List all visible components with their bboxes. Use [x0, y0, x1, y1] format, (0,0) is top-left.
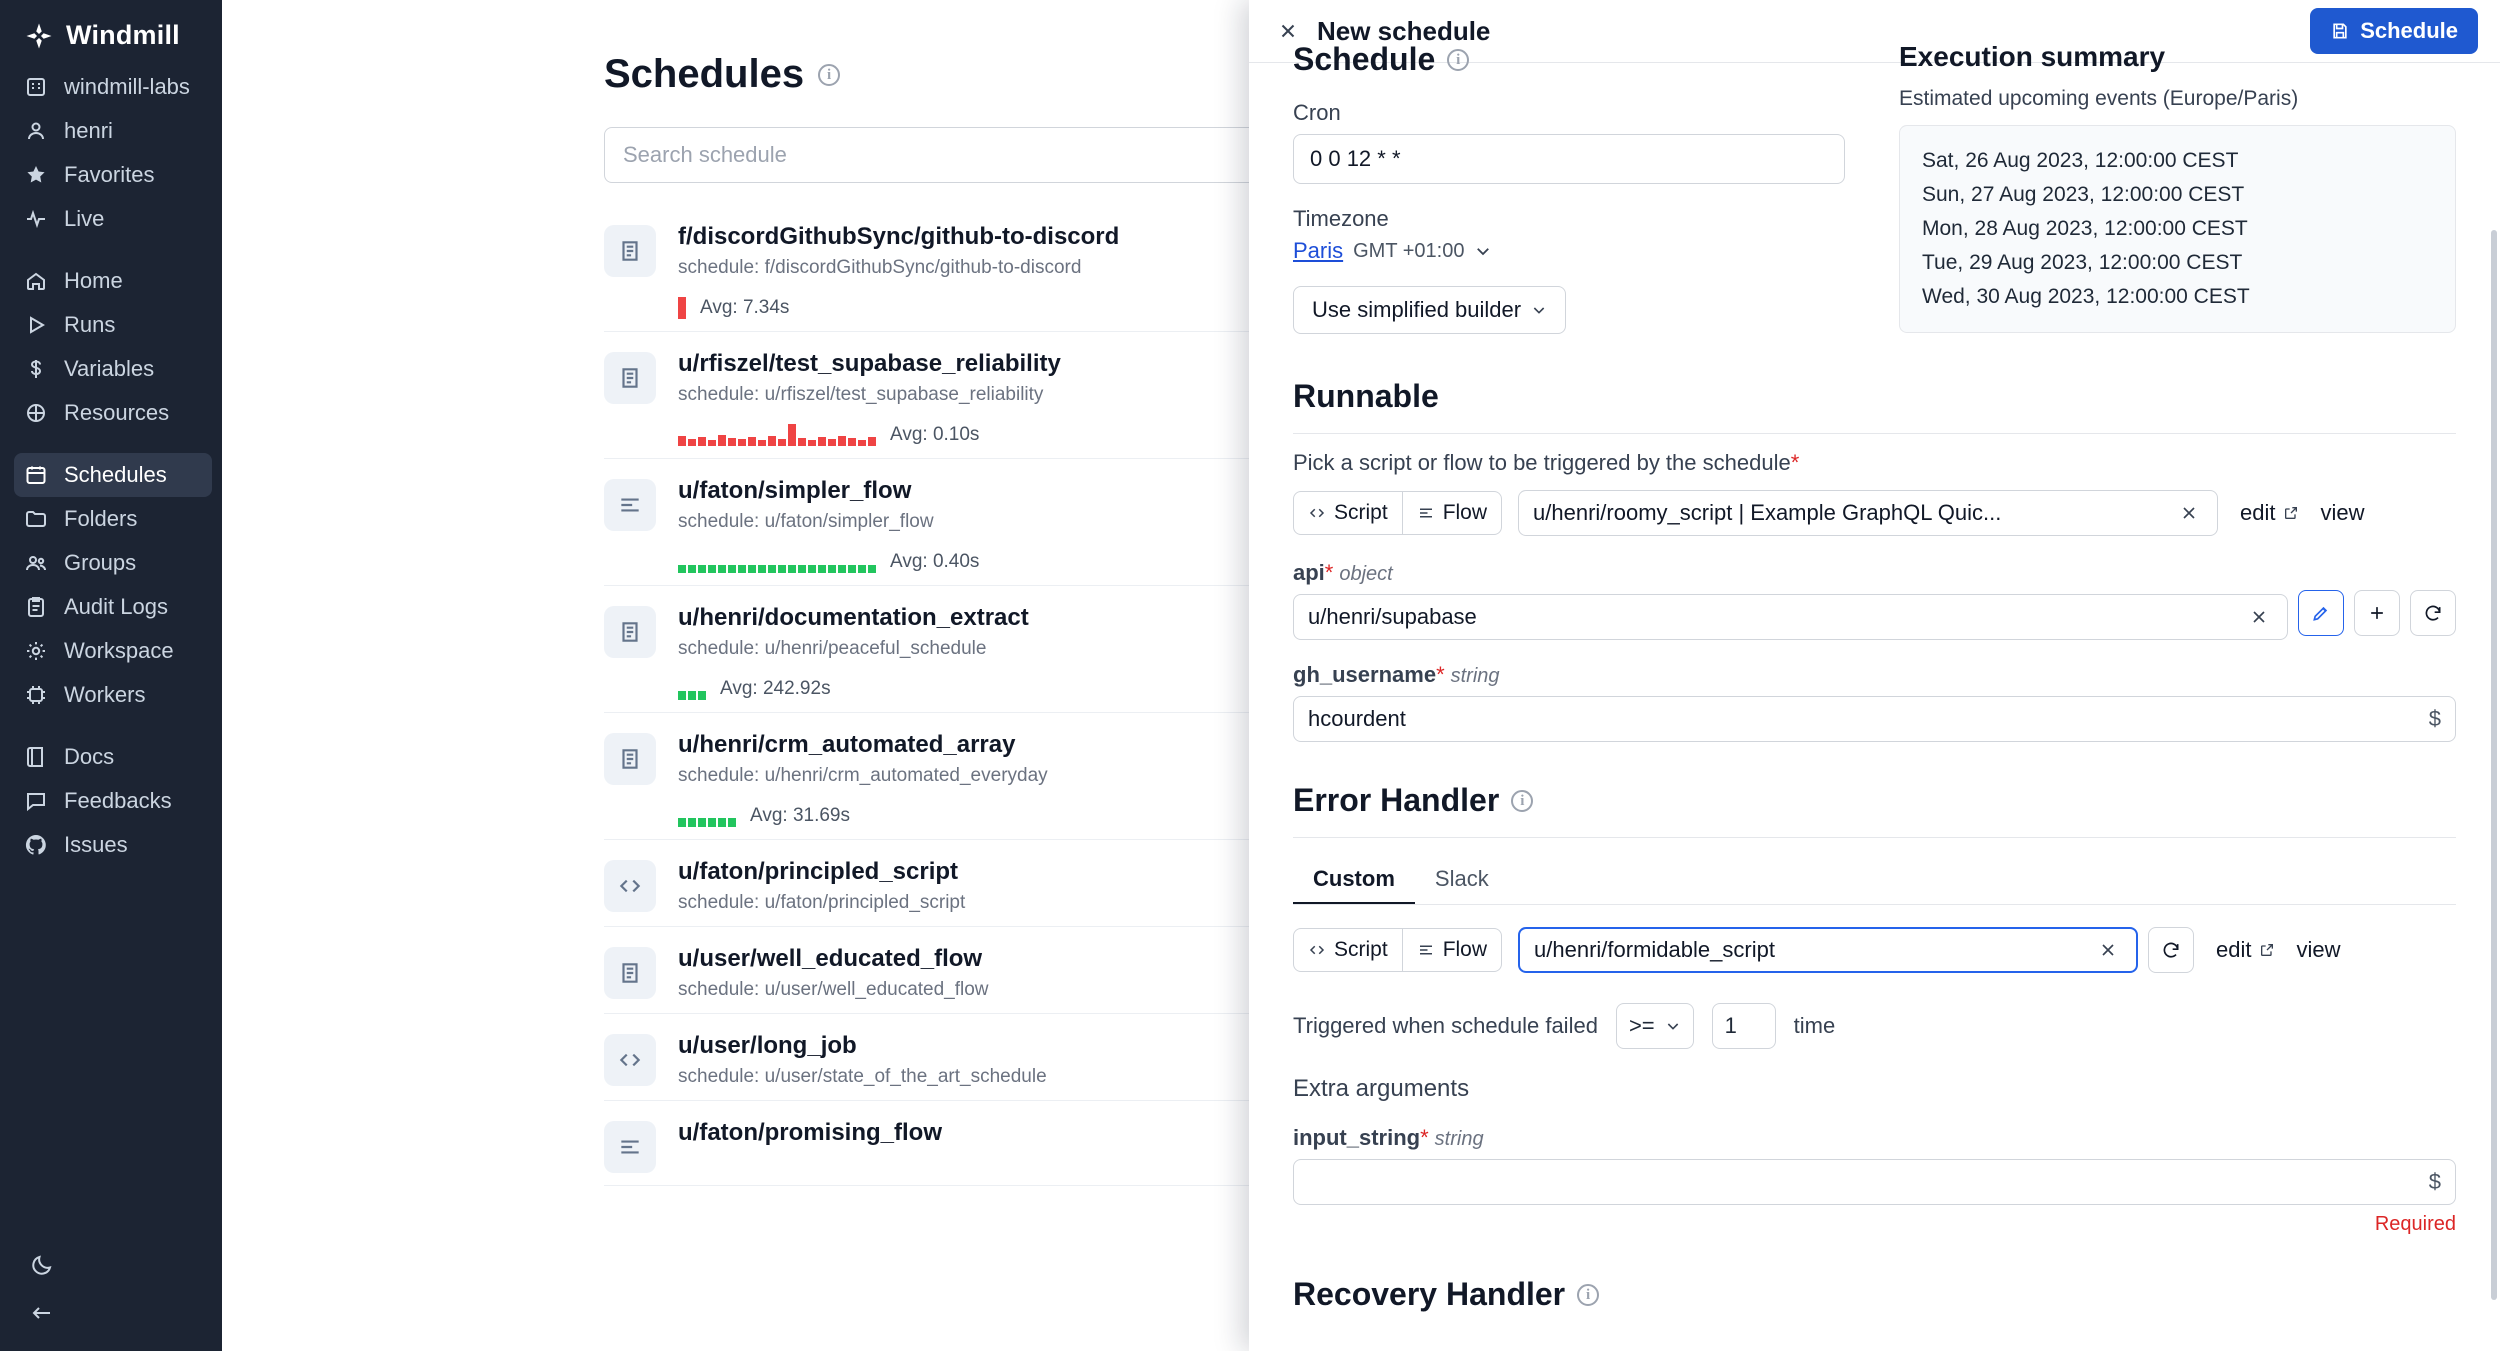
schedule-row-sparkline — [678, 420, 876, 446]
sidebar-item-live[interactable] — [0, 197, 222, 241]
clear-icon[interactable] — [2245, 607, 2273, 627]
sidebar-item-issues[interactable] — [0, 823, 222, 867]
drawer-title: New schedule — [1317, 15, 1491, 46]
error-handler-edit-label: edit — [2216, 937, 2252, 962]
divider — [1293, 837, 2456, 838]
schedule-row-sparkline — [678, 801, 736, 827]
chevron-down-icon — [1665, 1018, 1681, 1034]
moon-icon — [30, 1253, 222, 1277]
schedule-row-subtitle: schedule: u/henri/peaceful_schedule — [678, 638, 987, 659]
arg-type: string — [1434, 1128, 1484, 1150]
schedule-row-subtitle: schedule: u/user/state_of_the_art_schedule — [678, 1066, 1047, 1087]
error-handler-refresh-button[interactable] — [2148, 927, 2194, 973]
brand-name: Windmill — [66, 20, 180, 50]
arg-input[interactable] — [1293, 696, 2456, 742]
sidebar-item-label: Audit Logs — [64, 594, 168, 619]
schedule-row-name: u/user/long_job — [678, 1032, 857, 1059]
message-icon — [24, 789, 48, 813]
puzzle-icon — [24, 401, 48, 425]
sidebar-item-folders[interactable] — [0, 497, 222, 541]
arg-label — [1293, 662, 2456, 688]
clipboard-icon — [24, 595, 48, 619]
arrow-left-icon — [30, 1301, 222, 1325]
schedule-row-subtitle: schedule: u/faton/principled_script — [678, 892, 966, 913]
sidebar-item-favorites[interactable] — [0, 153, 222, 197]
flow-icon — [1417, 941, 1435, 959]
schedule-row-sparkline — [678, 293, 686, 319]
clear-icon[interactable] — [2094, 940, 2122, 960]
runnable-picked-value: u/henri/roomy_script | Example GraphQL Quic... — [1533, 500, 2002, 525]
sidebar-item-label: Runs — [64, 312, 116, 337]
error-handler-view-label: view — [2296, 937, 2341, 962]
cron-label: Cron — [1293, 100, 1341, 125]
arg-edit-button[interactable] — [2298, 590, 2344, 636]
external-link-icon — [2283, 505, 2299, 521]
extra-args — [1293, 1125, 2456, 1236]
simplified-builder-label: Use simplified builder — [1312, 297, 1522, 322]
sidebar-item-label: Live — [64, 206, 105, 231]
windmill-logo-icon — [24, 21, 54, 51]
runnable-script-label: Script — [1334, 501, 1388, 524]
sidebar-item-label: Favorites — [64, 162, 155, 187]
runnable-view-button[interactable] — [2321, 500, 2365, 526]
timezone-select[interactable] — [1293, 238, 1853, 264]
external-link-icon — [2259, 942, 2275, 958]
script-icon — [604, 606, 656, 658]
dollar-icon — [24, 357, 48, 381]
info-icon[interactable]: i — [1577, 1284, 1599, 1306]
cpu-icon — [24, 683, 48, 707]
schedule-row-sparkline — [678, 547, 876, 573]
arg-value: u/henri/supabase — [1308, 604, 1477, 629]
arg-add-button[interactable] — [2354, 590, 2400, 636]
schedule-row-subtitle: schedule: f/discordGithubSync/github-to-discord — [678, 257, 1082, 278]
code-icon — [604, 1034, 656, 1086]
arg-refresh-button[interactable] — [2410, 590, 2456, 636]
sidebar-item-label: Workers — [64, 682, 146, 707]
calendar-icon — [24, 463, 48, 487]
error-handler-tabs — [1293, 856, 2456, 905]
sidebar-item-groups[interactable] — [0, 541, 222, 585]
sidebar-item-label: Home — [64, 268, 123, 293]
execution-event: Mon, 28 Aug 2023, 12:00:00 CEST — [1922, 217, 2248, 241]
simplified-builder-button[interactable] — [1293, 286, 1566, 334]
extra-arguments-label: Extra arguments — [1293, 1075, 1470, 1102]
info-icon[interactable]: i — [1511, 790, 1533, 812]
sidebar-item-variables[interactable] — [0, 347, 222, 391]
gear-icon — [24, 639, 48, 663]
tab-custom[interactable]: Custom — [1293, 856, 1415, 904]
runnable-script-tab[interactable] — [1293, 491, 1403, 535]
divider — [1293, 433, 2456, 434]
arg-input[interactable] — [1293, 594, 2288, 640]
schedule-row-name: u/faton/promising_flow — [678, 1119, 942, 1146]
schedule-row-subtitle: schedule: u/henri/crm_automated_everyday — [678, 765, 1048, 786]
timezone-city: Paris — [1293, 238, 1344, 263]
sidebar-item-label: Docs — [64, 744, 115, 769]
sidebar-item-audit-logs[interactable] — [0, 585, 222, 629]
sidebar-item-home[interactable] — [0, 259, 222, 303]
page-title-text: Schedules — [604, 52, 805, 96]
arg-name: api — [1293, 560, 1325, 585]
schedule-row-name: u/user/well_educated_flow — [678, 945, 983, 972]
drawer-body — [1249, 41, 2500, 1351]
schedule-heading-text: Schedule — [1293, 41, 1436, 77]
runnable-view-label: view — [2320, 500, 2365, 525]
required-star: * — [1436, 662, 1445, 687]
trigger-condition-label: Triggered when schedule failed — [1293, 1013, 1598, 1038]
schedule-submit-label: Schedule — [2360, 18, 2458, 43]
activity-icon — [24, 207, 48, 231]
schedule-row-name: u/faton/simpler_flow — [678, 477, 912, 504]
runnable-flow-label: Flow — [1442, 501, 1488, 524]
trigger-operator-select[interactable] — [1616, 1003, 1694, 1049]
arg-label — [1293, 560, 2456, 586]
new-schedule-drawer — [1249, 0, 2500, 1351]
required-star: * — [1790, 450, 1800, 475]
error-handler-heading-text: Error Handler — [1293, 782, 1500, 818]
sidebar-divider-1 — [0, 241, 222, 259]
book-icon — [24, 745, 48, 769]
schedule-row-name: u/henri/documentation_extract — [678, 604, 1029, 631]
schedule-row-avg: Avg: 242.92s — [720, 678, 831, 699]
schedule-row-name: f/discordGithubSync/github-to-discord — [678, 223, 1120, 250]
folder-icon — [24, 507, 48, 531]
execution-summary-subtitle: Estimated upcoming events (Europe/Paris) — [1899, 87, 2299, 110]
sidebar-item-label: Resources — [64, 400, 170, 425]
script-icon — [604, 947, 656, 999]
home-icon — [24, 269, 48, 293]
collapse-sidebar-button[interactable] — [0, 1287, 222, 1335]
timezone-offset: GMT +01:00 — [1353, 239, 1465, 262]
flow-icon — [1417, 504, 1435, 522]
sidebar-divider-2 — [0, 435, 222, 453]
sidebar-item-user[interactable] — [0, 109, 222, 153]
play-icon — [24, 313, 48, 337]
flow-icon — [604, 479, 656, 531]
error-handler-edit-button[interactable] — [2216, 937, 2274, 963]
schedule-row-avg: Avg: 31.69s — [750, 805, 851, 826]
sidebar-workspace-label: windmill-labs — [64, 74, 190, 99]
sidebar-item-label: Issues — [64, 832, 128, 857]
schedule-row-sparkline — [678, 674, 706, 700]
info-icon[interactable]: i — [818, 64, 840, 86]
code-icon — [1308, 941, 1326, 959]
required-star: * — [1420, 1125, 1429, 1150]
trigger-operator-value: >= — [1628, 1013, 1655, 1038]
star-icon — [24, 163, 48, 187]
code-icon — [604, 860, 656, 912]
code-icon — [1308, 504, 1326, 522]
sidebar-divider-3 — [0, 717, 222, 735]
error-handler-picked-value: u/henri/formidable_script — [1534, 937, 1775, 962]
cron-value: 0 0 12 * * — [1310, 146, 1401, 171]
execution-summary-heading: Execution summary — [1899, 41, 2166, 72]
brand[interactable] — [0, 0, 222, 65]
execution-events-card — [1899, 125, 2456, 333]
arg-input[interactable] — [1293, 1159, 2456, 1205]
error-script-label: Script — [1334, 938, 1388, 961]
error-handler-heading — [1293, 782, 2456, 819]
sidebar-item-label: Groups — [64, 550, 137, 575]
runnable-edit-label: edit — [2240, 500, 2276, 525]
arg-name: gh_username — [1293, 662, 1437, 687]
error-handler-picker-input[interactable] — [1518, 927, 2138, 973]
tab-slack[interactable]: Slack — [1434, 866, 1489, 891]
schedule-row-name: u/henri/crm_automated_array — [678, 731, 1016, 758]
arg-variable-icon[interactable]: $ — [2428, 706, 2441, 731]
sidebar-item-label: Workspace — [64, 638, 174, 663]
sidebar-item-resources[interactable] — [0, 391, 222, 435]
sidebar-item-label: Folders — [64, 506, 138, 531]
search-placeholder: Search schedule — [623, 142, 787, 167]
building-icon — [24, 75, 48, 99]
required-star: * — [1324, 560, 1334, 585]
error-flow-label: Flow — [1442, 938, 1488, 961]
sidebar-item-schedules[interactable] — [14, 453, 212, 497]
theme-toggle-button[interactable] — [0, 1239, 222, 1287]
schedule-row-subtitle: schedule: u/faton/simpler_flow — [678, 511, 934, 532]
script-icon — [604, 352, 656, 404]
recovery-handler-heading-text: Recovery Handler — [1293, 1276, 1566, 1312]
runnable-picker-input[interactable] — [1518, 490, 2218, 536]
arg-name: input_string — [1293, 1125, 1421, 1150]
sidebar — [0, 0, 222, 1351]
trigger-count-unit: time — [1793, 1013, 1836, 1038]
sidebar-item-label: Variables — [64, 356, 155, 381]
sidebar-item-runs[interactable] — [0, 303, 222, 347]
error-handler-view-button[interactable] — [2297, 937, 2341, 963]
execution-event: Sat, 26 Aug 2023, 12:00:00 CEST — [1922, 149, 2239, 172]
schedule-row-subtitle: schedule: u/rfiszel/test_supabase_reliability — [678, 384, 1044, 405]
runnable-args — [1293, 560, 2456, 742]
cron-input[interactable] — [1293, 134, 1845, 184]
schedule-row-avg: Avg: 7.34s — [700, 297, 790, 318]
users-icon — [24, 551, 48, 575]
schedule-row-avg: Avg: 0.40s — [890, 551, 980, 572]
trigger-count-value: 1 — [1724, 1013, 1737, 1038]
sidebar-item-workspace[interactable] — [0, 65, 222, 109]
sidebar-item-label: Schedules — [64, 462, 167, 487]
arg-label — [1293, 1125, 2456, 1151]
flow-icon — [604, 1121, 656, 1173]
sidebar-footer — [0, 1239, 222, 1351]
trigger-count-input[interactable] — [1712, 1003, 1776, 1049]
drawer-scrollbar[interactable] — [2491, 230, 2497, 1300]
clear-icon[interactable] — [2175, 503, 2203, 523]
script-icon — [604, 733, 656, 785]
chevron-down-icon — [1531, 302, 1547, 318]
timezone-label: Timezone — [1293, 206, 1389, 231]
arg-value: hcourdent — [1308, 706, 1406, 731]
schedule-row-name: u/faton/principled_script — [678, 858, 959, 885]
execution-event: Tue, 29 Aug 2023, 12:00:00 CEST — [1922, 251, 2243, 275]
save-icon — [2330, 21, 2350, 41]
arg-variable-icon[interactable]: $ — [2428, 1169, 2441, 1194]
schedule-section-heading — [1293, 41, 1853, 78]
execution-event: Sun, 27 Aug 2023, 12:00:00 CEST — [1922, 183, 2245, 207]
sidebar-user-label: henri — [64, 118, 113, 143]
recovery-handler-heading — [1293, 1276, 2456, 1313]
schedule-row-name: u/rfiszel/test_supabase_reliability — [678, 350, 1061, 377]
info-icon[interactable]: i — [1447, 49, 1469, 71]
sidebar-item-feedbacks[interactable] — [0, 779, 222, 823]
runnable-hint — [1293, 450, 2456, 476]
sidebar-item-workers[interactable] — [0, 673, 222, 717]
runnable-hint-text: Pick a script or flow to be triggered by the schedule — [1293, 450, 1791, 475]
schedule-row-avg: Avg: 0.10s — [890, 424, 980, 445]
user-icon — [24, 119, 48, 143]
runnable-edit-button[interactable] — [2240, 500, 2298, 526]
execution-event: Wed, 30 Aug 2023, 12:00:00 CEST — [1922, 285, 2250, 309]
sidebar-item-docs[interactable] — [0, 735, 222, 779]
arg-error: Required — [2374, 1213, 2456, 1235]
error-flow-tab[interactable] — [1403, 928, 1502, 972]
script-icon — [604, 225, 656, 277]
arg-type: string — [1450, 665, 1500, 687]
arg-type: object — [1339, 563, 1393, 585]
runnable-flow-tab[interactable] — [1403, 491, 1502, 535]
chevron-down-icon — [1474, 242, 1492, 260]
sidebar-item-workspace-settings[interactable] — [0, 629, 222, 673]
error-script-tab[interactable] — [1293, 928, 1403, 972]
sidebar-item-label: Feedbacks — [64, 788, 172, 813]
runnable-heading: Runnable — [1293, 378, 1439, 414]
github-icon — [24, 833, 48, 857]
schedule-row-subtitle: schedule: u/user/well_educated_flow — [678, 979, 989, 1000]
